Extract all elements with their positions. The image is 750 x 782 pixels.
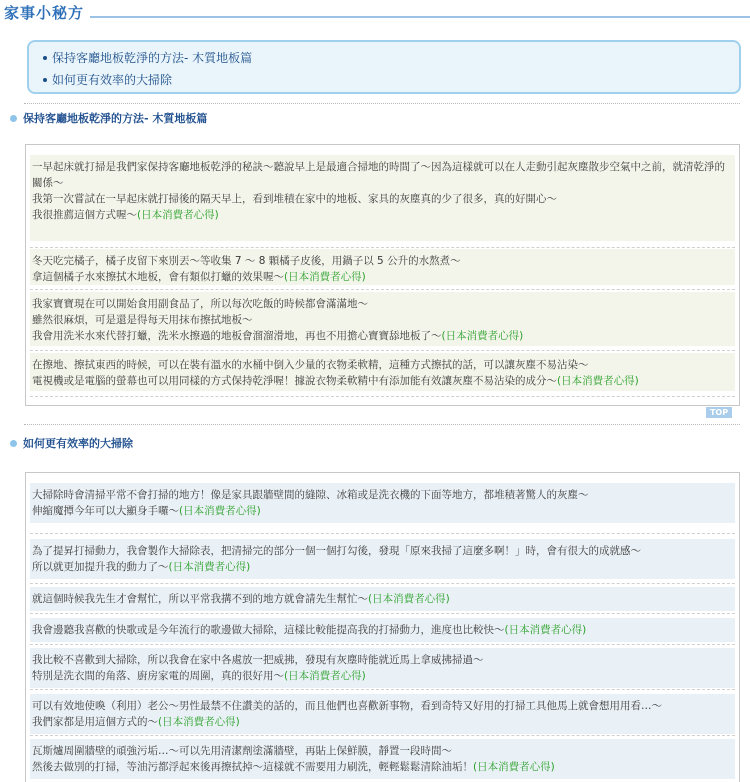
tip-text (32, 559, 735, 575)
tip-text: 一早起床就打掃是我們家保持客廳地板乾淨的秘訣～聽說早上是最適合掃地的時間了～因為這樣就可以在人走動引起灰塵散步空氣中之前，就清乾淨的關係～ (32, 161, 725, 189)
section-heading (10, 111, 207, 127)
tip-text (32, 591, 735, 607)
tip-text (32, 622, 735, 638)
source-note: (日本消費者心得) (368, 593, 450, 605)
source-note: (日本消費者心得) (158, 716, 240, 728)
source-note: (日本消費者心得) (441, 330, 524, 342)
tip-last-line: 我很推薦這個方式喔～ (32, 209, 137, 221)
tip-item (30, 292, 735, 346)
tip-text (32, 373, 735, 389)
tip-text: 為了提昇打掃動力，我會製作大掃除表，把清掃完的部分一個一個打勾後，發現「原來我掃了這麼多啊！」時，會有很大的成就感～ (32, 545, 641, 557)
tip-item (30, 539, 735, 579)
back-to-top-button[interactable]: TOP (706, 407, 732, 418)
tip-last-line: 我會邊聽我喜歡的快歌或是今年流行的歌邊做大掃除，這樣比較能提高我的打掃動力，進度也比較快～ (32, 624, 505, 636)
section-content-floor (25, 144, 740, 406)
divider (30, 533, 735, 534)
tip-item (30, 648, 735, 688)
bullet-icon (43, 78, 47, 82)
tip-item (30, 694, 735, 734)
tip-last-line: 然後去做別的打掃，等油污都浮起來後再擦拭掉～這樣就不需要用力刷洗，輕輕鬆鬆清除油垢！ (32, 761, 473, 773)
circle-bullet-icon (10, 115, 17, 122)
divider (24, 424, 740, 425)
page-title: 家事小秘方 (4, 4, 85, 22)
divider (30, 689, 735, 690)
tip-text: 瓦斯爐周圍牆壁的頑強污垢…～可以先用清潔劑塗滿牆壁，再貼上保鮮膜，靜置一段時間～ (32, 745, 452, 757)
tip-text: 在擦地、擦拭東西的時候，可以在裝有溫水的水桶中倒入少量的衣物柔軟精，這種方式擦拭的話，可以讓灰塵不易沾染～ (32, 359, 589, 371)
divider (30, 644, 735, 645)
tip-last-line: 我會用洗米水來代替打蠟，洗米水擦過的地板會溜溜滑地，再也不用擔心寶寶舔地板了～ (32, 330, 442, 342)
section-title: 保持客廳地板乾淨的方法- 木質地板篇 (23, 112, 208, 125)
tip-text (32, 714, 735, 730)
tip-text: 我比較不喜歡到大掃除，所以我會在家中各處放一把威拂，發現有灰塵時能就近馬上拿威拂掃過～ (32, 654, 484, 666)
circle-bullet-icon (10, 440, 17, 447)
tip-last-line: 就這個時候我先生才會幫忙，所以平常我搆不到的地方就會請先生幫忙～ (32, 593, 368, 605)
tip-text (32, 503, 735, 519)
tip-text (32, 759, 735, 775)
divider (30, 613, 735, 614)
tip-text: 可以有效地使喚（利用）老公～男性最禁不住讚美的話的，而且他們也喜歡新事物，看到奇特又好用的打掃工具他馬上就會想用用看…～ (32, 700, 662, 712)
section-title: 如何更有效率的大掃除 (23, 437, 133, 450)
section-heading (10, 436, 133, 452)
tip-item (30, 587, 735, 611)
divider (24, 103, 740, 104)
tip-last-line: 所以就更加提升我的動力了～ (32, 561, 169, 573)
divider (30, 583, 735, 584)
tip-last-line: 伸縮魔撢今年可以大顯身手囉～ (32, 505, 179, 517)
tip-text: 大掃除時會清掃平常不會打掃的地方！像是家具跟牆壁間的縫隙、冰箱或是洗衣機的下面等地方，都堆積著驚人的灰塵～ (32, 489, 589, 501)
tip-text: 我家寶寶現在可以開始食用副食品了，所以每次吃飯的時候都會滿滿地～ (32, 298, 368, 310)
tip-item (30, 353, 735, 391)
toc-link-floor-tips[interactable] (43, 47, 739, 69)
tip-text: 我第一次嘗試在一早起床就打掃後的隔天早上，看到堆積在家中的地板、家具的灰塵真的少了很多，真的好開心～ (32, 193, 557, 205)
source-note: (日本消費者心得) (284, 670, 366, 682)
tip-last-line: 拿這個橘子水來擦拭木地板，會有類似打蠟的效果喔～ (32, 271, 284, 283)
tip-last-line: 特別是洗衣間的角落、廚房家電的周圍，真的很好用～ (32, 670, 284, 682)
tip-item (30, 155, 735, 241)
header-divider (90, 16, 750, 18)
source-note: (日本消費者心得) (504, 624, 587, 636)
tip-item (30, 483, 735, 523)
divider (30, 735, 735, 736)
divider (30, 289, 735, 290)
tip-last-line: 電視機或是電腦的螢幕也可以用同樣的方式保持乾淨喔！據說衣物柔軟精中有添加能有效讓灰塵不易沾染的成分～ (32, 375, 557, 387)
divider (30, 350, 735, 351)
tip-text: 雖然很麻煩，可是還是得每天用抹布擦拭地板～ (32, 314, 253, 326)
tip-text (32, 269, 735, 285)
section-content-cleaning (25, 472, 740, 782)
source-note: (日本消費者心得) (473, 761, 555, 773)
source-note: (日本消費者心得) (179, 505, 261, 517)
tip-text (32, 328, 735, 344)
tip-item (30, 739, 735, 779)
divider (30, 247, 735, 248)
tip-last-line: 我們家都是用這個方式的～ (32, 716, 158, 728)
tip-text (32, 207, 735, 223)
toc-link-label: 如何更有效率的大掃除 (52, 73, 173, 87)
source-note: (日本消費者心得) (137, 209, 219, 221)
source-note: (日本消費者心得) (284, 271, 366, 283)
divider (30, 396, 735, 397)
source-note: (日本消費者心得) (557, 375, 639, 387)
table-of-contents (27, 40, 741, 94)
bullet-icon (43, 56, 47, 60)
page-header (0, 0, 750, 22)
tip-item (30, 249, 735, 285)
tip-text: 冬天吃完橘子，橘子皮留下來別丟～等收集 7 ～ 8 顆橘子皮後，用鍋子以 5 公升的水熬煮～ (32, 255, 461, 267)
source-note: (日本消費者心得) (168, 561, 251, 573)
toc-link-cleaning-tips[interactable] (43, 69, 739, 91)
tip-item (30, 618, 735, 642)
tip-text (32, 668, 735, 684)
toc-link-label: 保持客廳地板乾淨的方法- 木質地板篇 (52, 51, 253, 65)
